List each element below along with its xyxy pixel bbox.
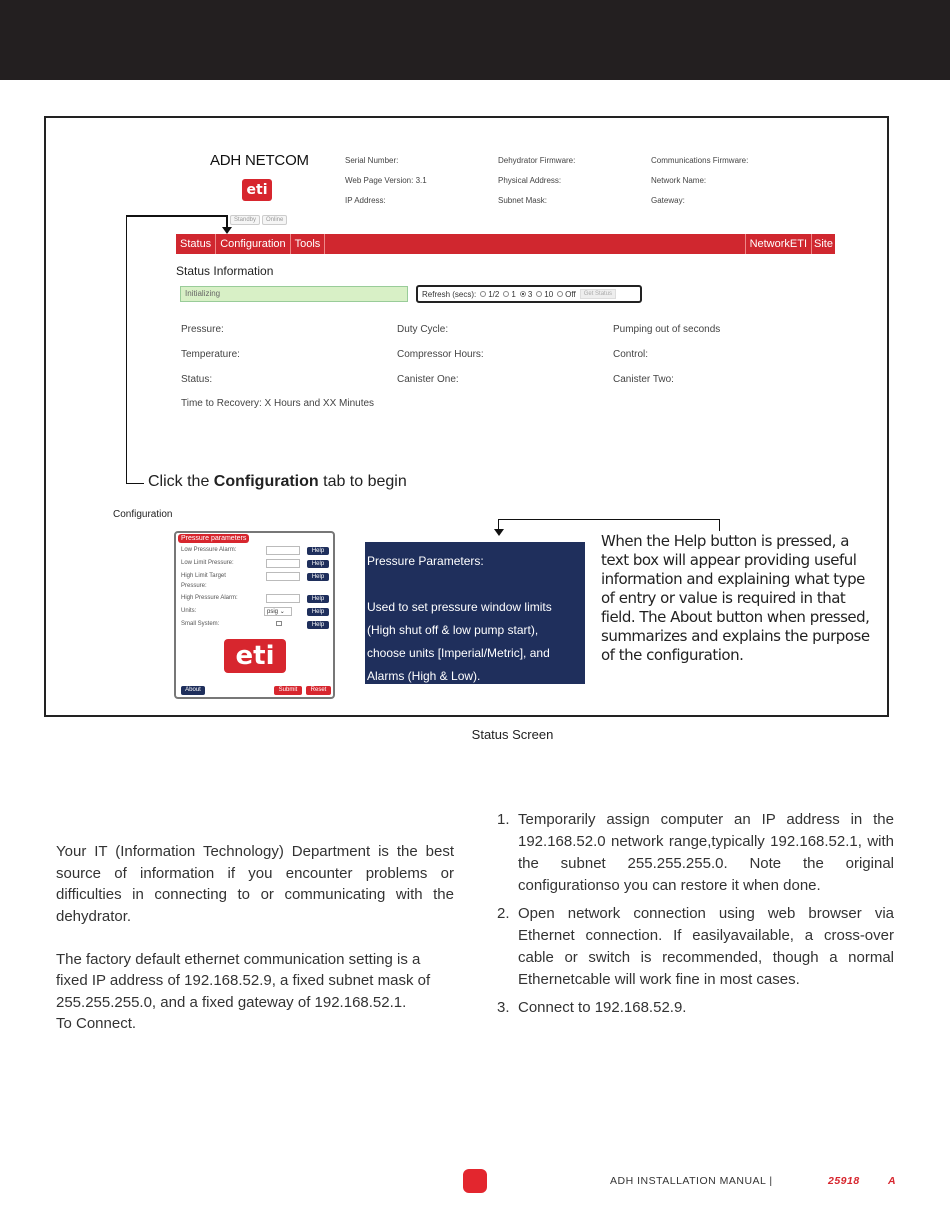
help-popup-title: Pressure Parameters: [367,554,484,568]
status-label: Status: [181,374,213,385]
small-system-label: Small System: [181,621,220,627]
tab-tools[interactable]: Tools [291,234,326,254]
help-note: When the Help button is pressed, a text box will appear providing useful information and explaining what type of entry or value is required in that field. The About button when pressed, summarizes and explains the purpose of the configuration. [601,532,870,664]
callout-line-help [498,519,720,531]
eti-logo: eti [242,179,272,201]
high-limit-target-input[interactable] [266,572,300,581]
serial-number-label: Serial Number: [345,156,399,165]
app-title: ADH NETCOM [210,152,309,169]
radio-icon [503,291,509,297]
refresh-option-off[interactable]: Off [557,290,576,299]
footer-manual-title: ADH INSTALLATION MANUAL | [610,1175,773,1187]
time-to-recovery-label: Time to Recovery: X Hours and XX Minutes [181,398,375,409]
section-title: Status Information [176,264,274,278]
pressure-parameters-tab[interactable]: Pressure parameters [178,534,249,543]
header-bar [0,0,950,80]
units-select[interactable]: psig ⌄ [264,607,292,616]
online-button[interactable]: Online [262,215,287,225]
help-button[interactable]: Help [307,608,329,616]
units-label: Units: [181,608,197,614]
reset-button[interactable]: Reset [306,686,331,695]
pressure-label: Pressure: [181,324,224,335]
compressor-hours-label: Compressor Hours: [397,349,484,360]
get-status-button[interactable]: Get Status [580,289,616,299]
refresh-option-3[interactable]: 3 [520,290,532,299]
step-item: 3. Connect to 192.168.52.9. [497,999,687,1016]
instruction-text: Click the Configuration tab to begin [148,473,407,490]
high-pressure-alarm-input[interactable] [266,594,300,603]
paragraph-to-connect: To Connect. [56,1015,137,1032]
configuration-label: Configuration [113,509,173,520]
radio-icon [480,291,486,297]
paragraph-factory-default: The factory default ethernet communication setting is a fixed IP address of 192.168.52.9, a fixed subnet mask of 255.255.255.0, and a fixed gateway of 192.168.52.1. [56,950,431,1011]
nav-networketi[interactable]: NetworkETI [745,234,811,254]
small-system-checkbox[interactable] [276,621,282,626]
canister-one-label: Canister One: [397,374,459,385]
physical-address-label: Physical Address: [498,176,562,185]
high-limit-target-label-2: Pressure: [181,583,207,589]
ip-address-label: IP Address: [345,196,386,205]
canister-two-label: Canister Two: [613,374,674,385]
dehydrator-firmware-label: Dehydrator Firmware: [498,156,576,165]
high-limit-target-label: High Limit Target [181,573,226,579]
communications-firmware-label: Communications Firmware: [651,156,749,165]
eti-logo: eti [224,639,286,673]
gateway-label: Gateway: [651,196,685,205]
help-popup-line: choose units [Imperial/Metric], and [367,646,550,660]
help-popup-line: (High shut off & low pump start), [367,623,539,637]
duty-cycle-label: Duty Cycle: [397,324,449,335]
refresh-option-1[interactable]: 1 [503,290,515,299]
control-label: Control: [613,349,649,360]
help-popup-line: Used to set pressure window limits [367,600,552,614]
nav-site[interactable]: Site [811,234,835,254]
chevron-down-icon: ⌄ [279,609,285,615]
high-pressure-alarm-label: High Pressure Alarm: [181,595,238,601]
paragraph-it-department: Your IT (Information Technology) Department is the best source of information if you encounter problems or difficulties in connecting to or communicating with the dehydrator. [56,843,454,925]
footer-doc-number: 25918 [828,1175,860,1187]
help-popup [365,542,585,684]
web-page-version-label: Web Page Version: 3.1 [345,176,427,185]
submit-button[interactable]: Submit [274,686,302,695]
page-marker-icon [463,1169,487,1193]
callout-line-foot [126,483,144,484]
status-field: Initializing [180,286,408,302]
low-limit-pressure-label: Low Limit Pressure: [181,560,234,566]
nav-bar [176,234,835,254]
radio-icon [557,291,563,297]
network-name-label: Network Name: [651,176,707,185]
radio-icon [536,291,542,297]
help-button[interactable]: Help [307,573,329,581]
subnet-mask-label: Subnet Mask: [498,196,547,205]
body-left-column [56,841,454,1035]
low-pressure-alarm-label: Low Pressure Alarm: [181,547,237,553]
low-limit-pressure-input[interactable] [266,559,300,568]
steps-list [497,809,894,1025]
refresh-option-10[interactable]: 10 [536,290,553,299]
about-button[interactable]: About [181,686,205,695]
help-button[interactable]: Help [307,621,329,629]
status-screen-figure [44,116,889,717]
figure-caption: Status Screen [471,727,554,742]
step-item: 2. Open network connection using web browser via Ethernet connection. If easilyavailable, a cross-over cable or switch is recommended, though a normal Ethernetcable will work fine in most cases. [497,905,894,988]
arrow-down-icon [494,529,504,536]
low-pressure-alarm-input[interactable] [266,546,300,555]
standby-button[interactable]: Standby [230,215,260,225]
pumping-label: Pumping out of seconds [613,324,721,335]
refresh-option-half[interactable]: 1/2 [480,290,499,299]
refresh-label: Refresh (secs): [422,289,477,299]
help-popup-line: Alarms (High & Low). [367,669,481,683]
temperature-label: Temperature: [181,349,240,360]
radio-selected-icon [520,291,526,297]
tab-configuration[interactable]: Configuration [216,234,290,254]
footer-revision: A [888,1175,896,1187]
tab-status[interactable]: Status [176,234,216,254]
help-button[interactable]: Help [307,560,329,568]
help-button[interactable]: Help [307,595,329,603]
refresh-control [416,285,642,303]
help-button[interactable]: Help [307,547,329,555]
arrow-down-icon [222,227,232,234]
step-item: 1. Temporarily assign computer an IP address in the 192.168.52.0 network range,typically 192.168.52.1, with the subnet 255.255.255.0. Note the original configurationso you can restore it when done. [497,811,894,894]
config-panel [174,531,335,699]
